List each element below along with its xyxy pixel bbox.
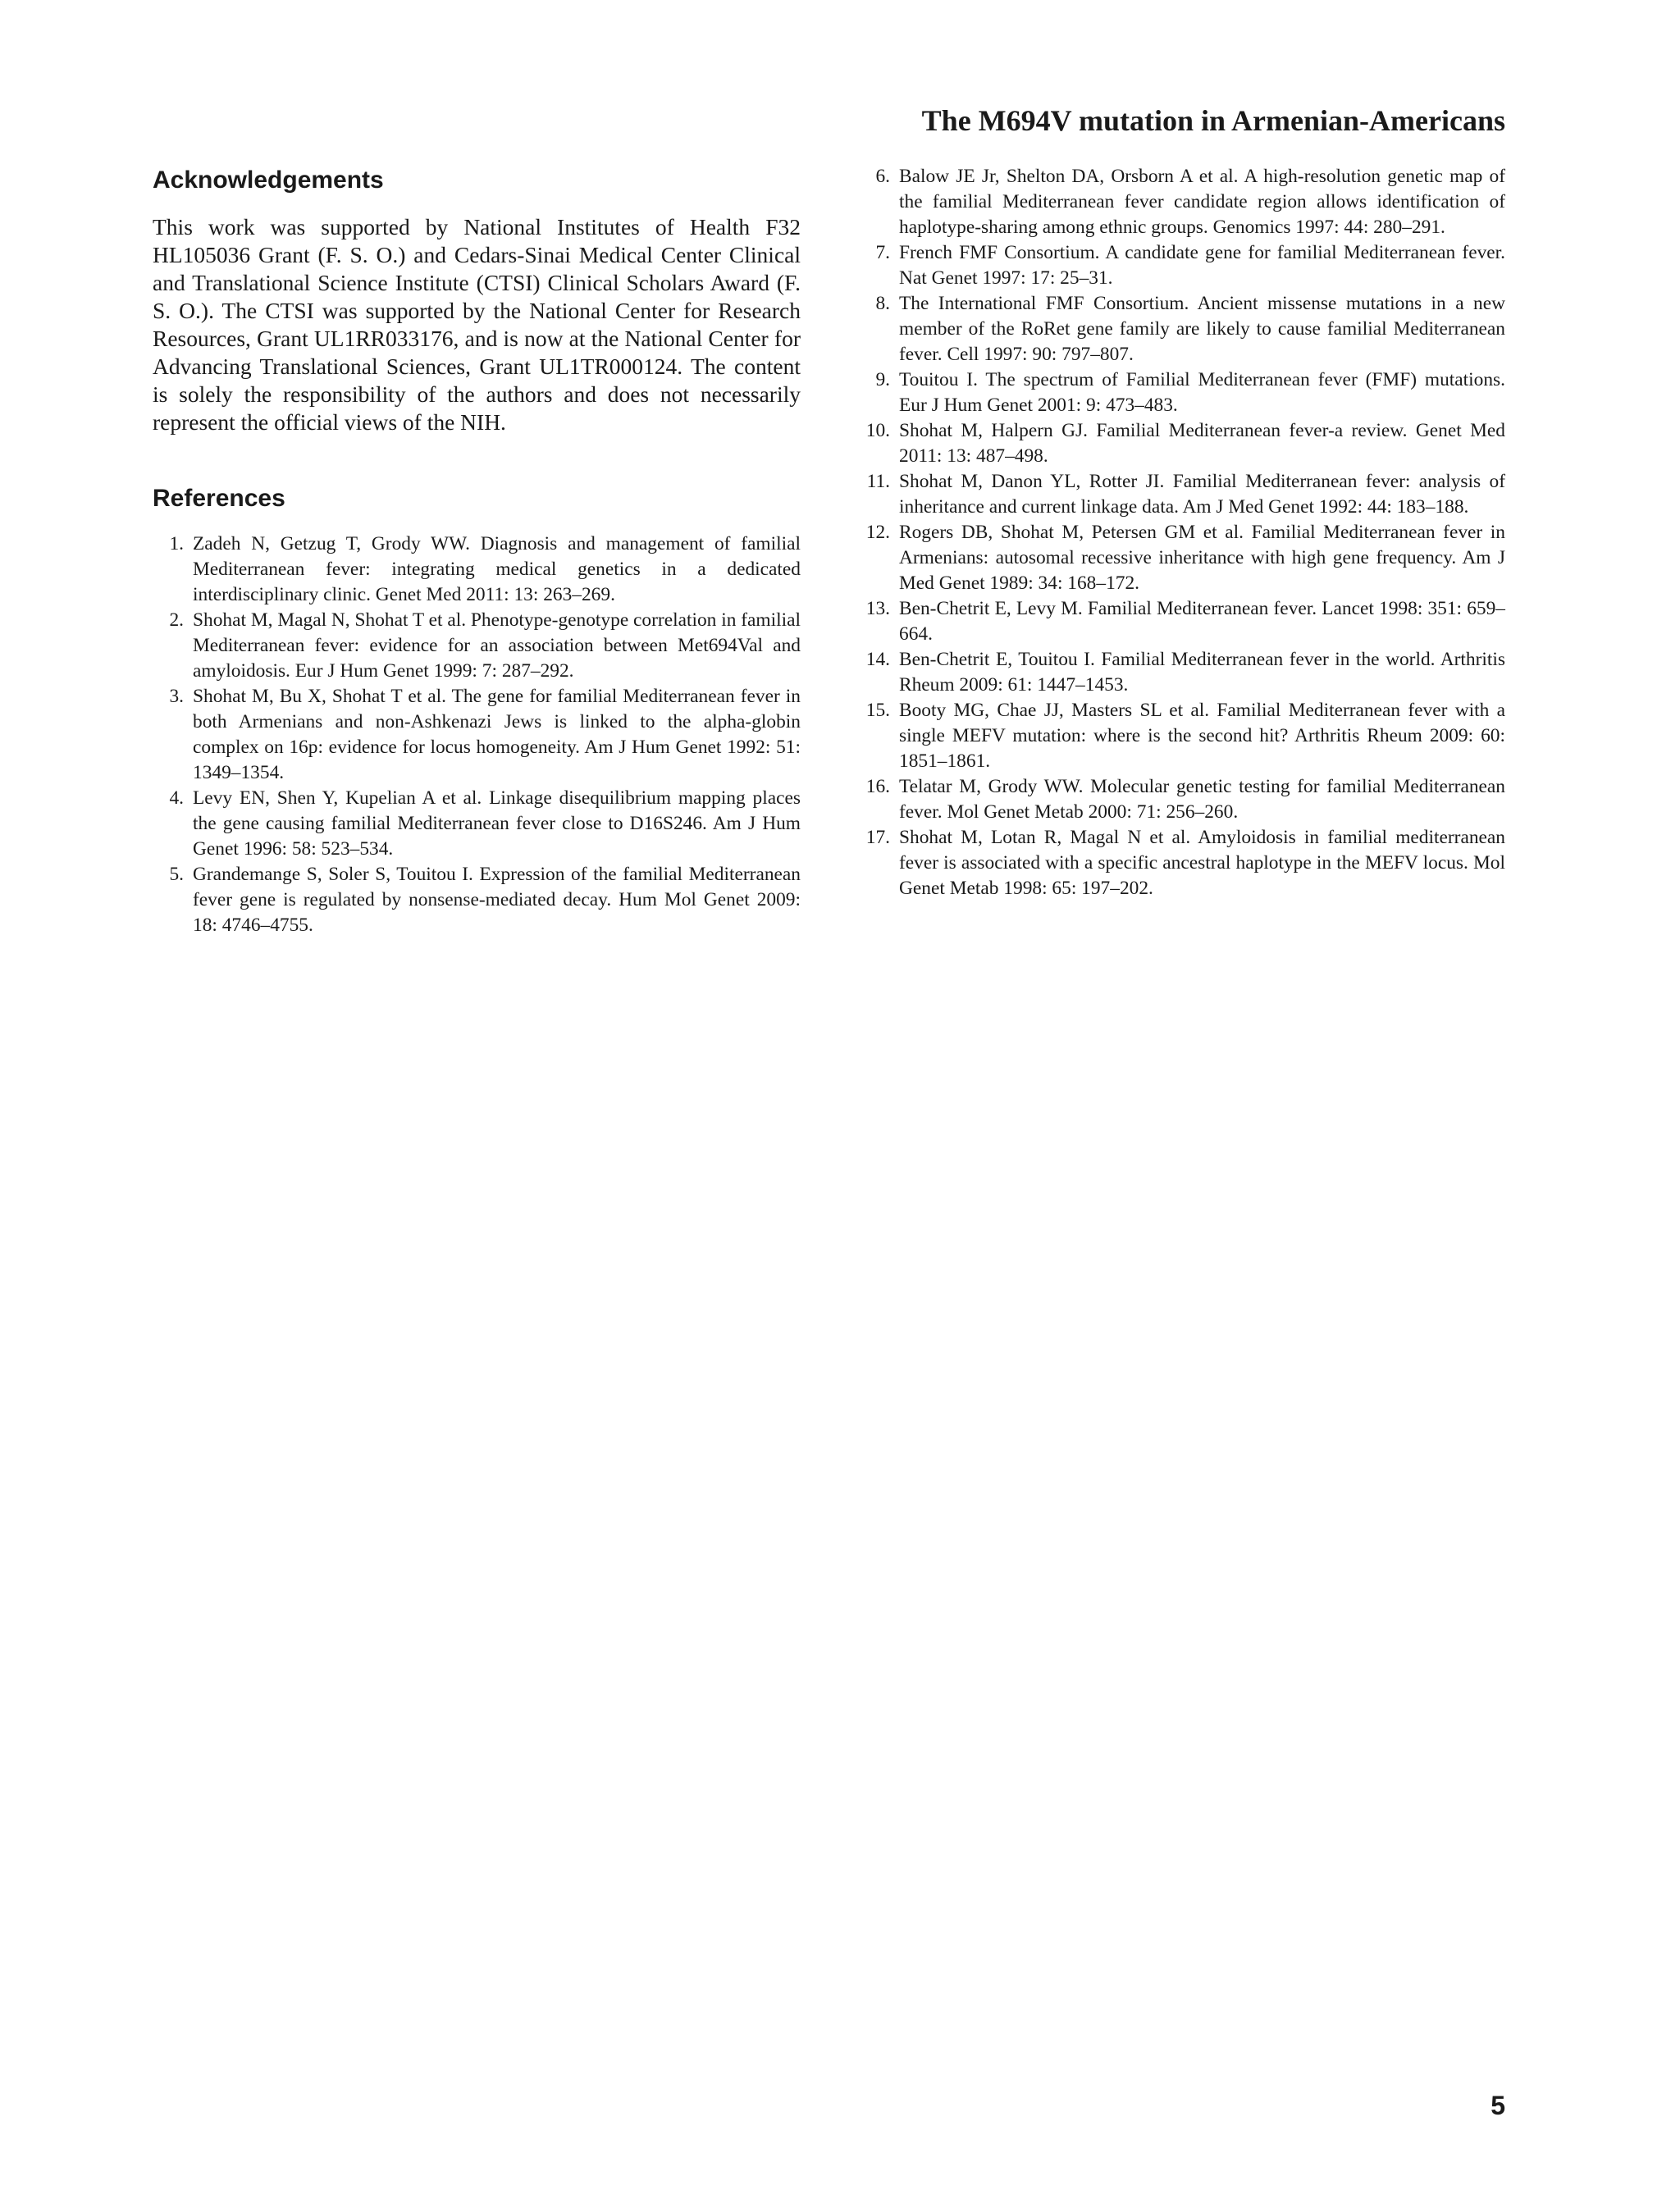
reference-text: French FMF Consortium. A candidate gene for familial Mediterranean fever. Nat Genet 1997: 17: 25–31.	[899, 242, 1505, 289]
reference-text: Shohat M, Danon YL, Rotter JI. Familial Mediterranean fever: analysis of inheritance and current linkage data. Am J Med Genet 1992: 44: 183–188.	[899, 471, 1505, 518]
running-title: The M694V mutation in Armenian-Americans	[921, 104, 1505, 137]
reference-text: Grandemange S, Soler S, Touitou I. Expression of the familial Mediterranean fever gene is regulated by nonsense-mediated decay. Hum Mol Genet 2009: 18: 4746–4755.	[193, 864, 801, 936]
reference-text: Balow JE Jr, Shelton DA, Orsborn A et al. A high-resolution genetic map of the familial Mediterranean fever candidate region allows identification of haplotype-sharing among ethnic groups. Genomics 1997: 44: 280–291.	[899, 166, 1505, 238]
reference-number: 15.	[865, 700, 890, 721]
reference-number: 13.	[865, 598, 890, 619]
reference-text: Levy EN, Shen Y, Kupelian A et al. Linkage disequilibrium mapping places the gene causing familial Mediterranean fever close to D16S246. Am J Hum Genet 1996: 58: 523–534.	[193, 787, 801, 860]
reference-text: Shohat M, Lotan R, Magal N et al. Amyloidosis in familial mediterranean fever is associated with a specific ancestral haplotype in the MEFV locus. Mol Genet Metab 1998: 65: 197–202.	[899, 827, 1505, 899]
reference-text: Touitou I. The spectrum of Familial Mediterranean fever (FMF) mutations. Eur J Hum Genet 2001: 9: 473–483.	[899, 369, 1505, 416]
reference-text: Ben-Chetrit E, Levy M. Familial Mediterranean fever. Lancet 1998: 351: 659–664.	[899, 598, 1505, 645]
reference-text: Rogers DB, Shohat M, Petersen GM et al. Familial Mediterranean fever in Armenians: autosomal recessive inheritance with high gene frequency. Am J Med Genet 1989: 34: 168–172.	[899, 522, 1505, 594]
reference-item	[859, 596, 1505, 647]
reference-text: The International FMF Consortium. Ancient missense mutations in a new member of the RoRet gene family are likely to cause familial Mediterranean fever. Cell 1997: 90: 797–807.	[899, 293, 1505, 365]
reference-item	[153, 862, 801, 938]
reference-number: 3.	[169, 686, 184, 707]
reference-list-right	[859, 164, 1505, 901]
right-column	[859, 164, 1505, 901]
reference-item	[859, 698, 1505, 774]
reference-number: 16.	[865, 776, 890, 797]
reference-number: 14.	[865, 649, 890, 670]
reference-number: 17.	[865, 827, 890, 848]
page-number: 5	[1491, 2091, 1505, 2120]
reference-number: 9.	[875, 369, 890, 390]
reference-number: 11.	[866, 471, 890, 492]
reference-item	[859, 291, 1505, 367]
reference-item	[859, 469, 1505, 520]
reference-item	[153, 608, 801, 684]
reference-text: Ben-Chetrit E, Touitou I. Familial Mediterranean fever in the world. Arthritis Rheum 2009: 61: 1447–1453.	[899, 649, 1505, 696]
reference-item	[859, 647, 1505, 698]
reference-number: 6.	[875, 166, 890, 187]
reference-item	[859, 164, 1505, 240]
reference-item	[859, 240, 1505, 291]
reference-item	[153, 531, 801, 608]
reference-list-left	[153, 531, 801, 938]
reference-item	[859, 367, 1505, 418]
acknowledgements-text: This work was supported by National Institutes of Health F32 HL105036 Grant (F. S. O.) and Cedars-Sinai Medical Center Clinical and Translational Science Institute (CTSI) Clinical Scholars Award (F. S. O.). The CTSI was supported by the National Center for Research Resources, Grant UL1RR033176, and is now at the National Center for Advancing Translational Sciences, Grant UL1TR000124. The content is solely the responsibility of the authors and does not necessarily represent the official views of the NIH.	[153, 214, 801, 435]
reference-number: 2.	[169, 609, 184, 631]
reference-item	[859, 418, 1505, 469]
reference-number: 5.	[169, 864, 184, 885]
reference-item	[859, 520, 1505, 596]
reference-number: 7.	[875, 242, 890, 263]
reference-number: 10.	[865, 420, 890, 441]
reference-text: Shohat M, Bu X, Shohat T et al. The gene for familial Mediterranean fever in both Armenians and non-Ashkenazi Jews is linked to the alpha-globin complex on 16p: evidence for locus homogeneity. Am J Hum Genet 1992: 51: 1349–1354.	[193, 686, 801, 783]
acknowledgements-heading: Acknowledgements	[153, 167, 384, 194]
reference-item	[859, 825, 1505, 901]
reference-number: 12.	[865, 522, 890, 543]
reference-number: 8.	[875, 293, 890, 314]
reference-number: 1.	[169, 533, 184, 554]
reference-item	[859, 774, 1505, 825]
reference-text: Telatar M, Grody WW. Molecular genetic testing for familial Mediterranean fever. Mol Genet Metab 2000: 71: 256–260.	[899, 776, 1505, 823]
reference-text: Shohat M, Magal N, Shohat T et al. Phenotype-genotype correlation in familial Mediterranean fever: evidence for an association between Met694Val and amyloidosis. Eur J Hum Genet 1999: 7: 287–292.	[193, 609, 801, 682]
references-heading: References	[153, 485, 285, 512]
reference-item	[153, 684, 801, 786]
reference-text: Zadeh N, Getzug T, Grody WW. Diagnosis and management of familial Mediterranean fever: integrating medical genetics in a dedicated interdisciplinary clinic. Genet Med 2011: 13: 263–269.	[193, 533, 801, 605]
reference-text: Booty MG, Chae JJ, Masters SL et al. Familial Mediterranean fever with a single MEFV mutation: where is the second hit? Arthritis Rheum 2009: 60: 1851–1861.	[899, 700, 1505, 772]
reference-text: Shohat M, Halpern GJ. Familial Mediterranean fever-a review. Genet Med 2011: 13: 487–498.	[899, 420, 1505, 467]
reference-number: 4.	[169, 787, 184, 809]
reference-item	[153, 786, 801, 862]
left-column	[153, 164, 801, 938]
